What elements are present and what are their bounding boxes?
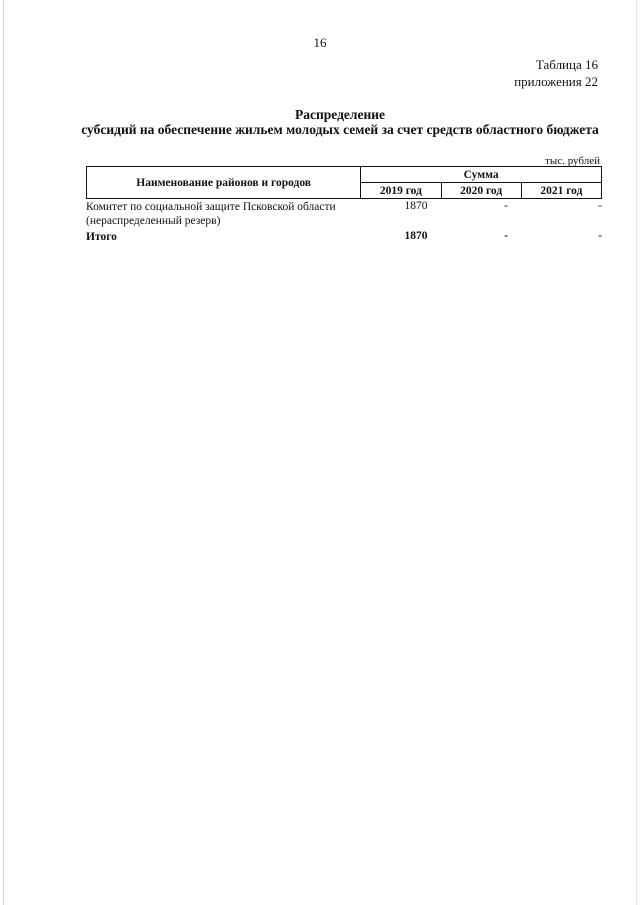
row-value-2021: -	[598, 200, 602, 212]
header-year-2021: 2021 год	[521, 183, 601, 199]
subsidy-table-header	[86, 166, 602, 199]
total-value-2021: -	[598, 230, 602, 242]
table-reference	[514, 56, 598, 90]
row-name-line2: (нераспределенный резерв)	[86, 215, 221, 227]
row-value-2019: 1870	[404, 200, 428, 212]
unit-label: тыс. рублей	[545, 155, 600, 167]
table-ref-line1: Таблица 16	[535, 57, 598, 72]
header-sum-group: Сумма	[361, 167, 602, 183]
row-name-line1: Комитет по социальной защите Псковской области	[86, 201, 336, 213]
header-year-2020: 2020 год	[441, 183, 521, 199]
document-title-line1: Распределение	[294, 107, 386, 122]
document-title-line2: субсидий на обеспечение жильем молодых семей за счет средств областного бюджета	[81, 122, 599, 137]
scan-edge-left	[3, 0, 4, 905]
total-label: Итого	[86, 231, 117, 243]
table-ref-line2: приложения 22	[514, 74, 598, 89]
row-name	[86, 200, 356, 228]
table-row	[86, 200, 602, 226]
page-number: 16	[313, 35, 327, 50]
total-value-2020: -	[504, 230, 508, 242]
header-year-2019: 2019 год	[361, 183, 441, 199]
header-name-column: Наименование районов и городов	[87, 167, 361, 199]
row-value-2020: -	[504, 200, 508, 212]
total-value-2019: 1870	[404, 230, 428, 242]
table-body	[86, 200, 602, 252]
total-row	[86, 230, 602, 256]
